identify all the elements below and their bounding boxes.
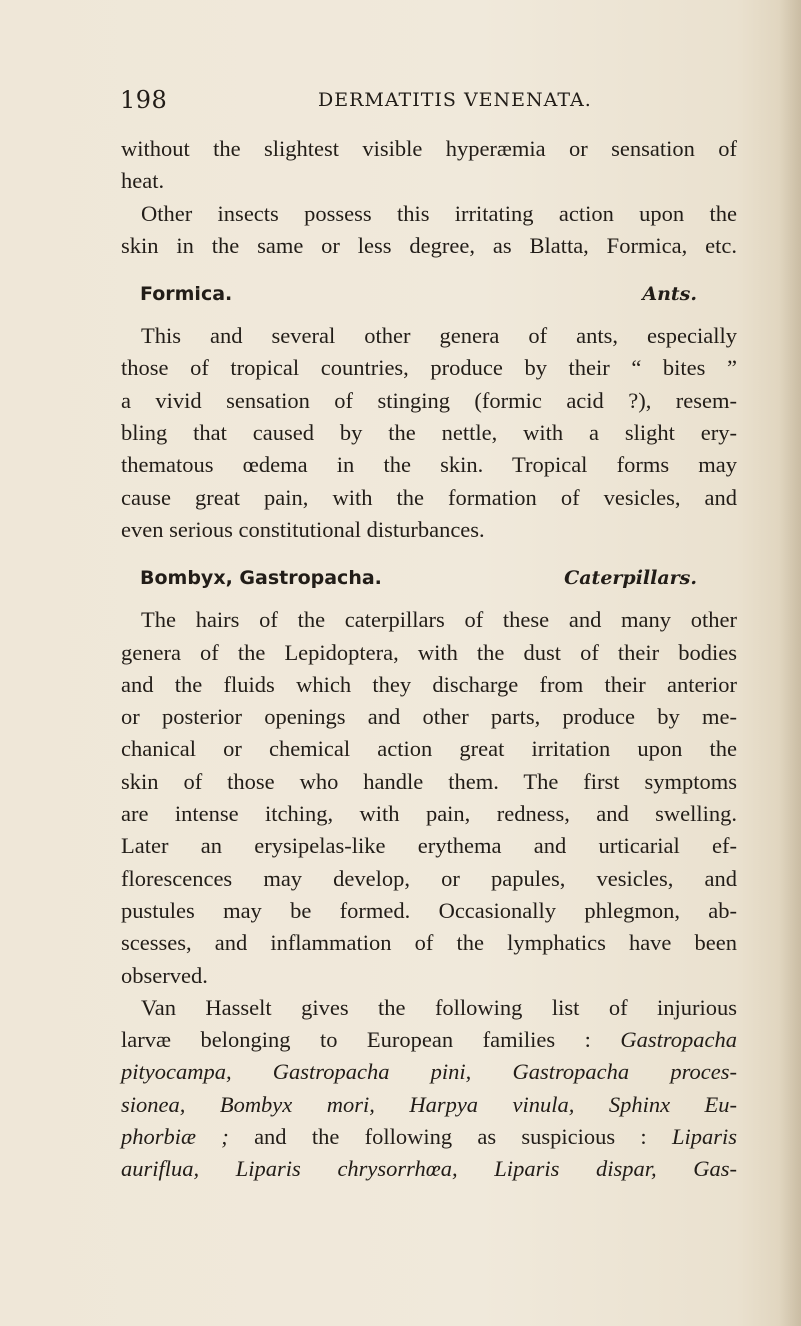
text-line: scesses, and inflammation of the lymphatics have been (121, 930, 737, 956)
text-line: chanical or chemical action great irritation upon the (121, 736, 737, 762)
heading-common-name: Caterpillars. (564, 567, 697, 590)
text-line: Van Hasselt gives the following list of injurious (141, 994, 737, 1020)
text-line: Later an erysipelas-like erythema and urticarial ef- (121, 833, 737, 859)
text-line: even serious constitutional disturbances. (121, 516, 485, 542)
text-line: observed. (121, 962, 208, 988)
body-text (121, 133, 737, 1186)
text-line (121, 1056, 737, 1088)
species-name: Liparis (671, 1124, 737, 1150)
section-heading-bombyx (121, 560, 737, 594)
text-line: and the fluids which they discharge from their anterior (121, 671, 737, 697)
text-run: and the following as suspicious : (228, 1124, 672, 1150)
text-line (121, 1121, 737, 1153)
species-name: auriflua, Liparis chrysorrhœa, Liparis dispar, Gas- (121, 1156, 737, 1182)
heading-common-name: Ants. (642, 283, 697, 306)
text-line: thematous œdema in the skin. Tropical forms may (121, 452, 737, 478)
text-line: pustules may be formed. Occasionally phlegmon, ab- (121, 897, 737, 923)
species-name: Gastropacha (620, 1027, 737, 1053)
text-line: skin in the same or less degree, as Blatta, Formica, etc. (121, 232, 737, 258)
text-line: florescences may develop, or papules, vesicles, and (121, 865, 737, 891)
text-line: Other insects possess this irritating action upon the (141, 200, 737, 226)
page-number: 198 (120, 86, 168, 114)
species-name: sionea, Bombyx mori, Harpya vinula, Sphinx Eu- (121, 1091, 737, 1117)
text-line: without the slightest visible hyperæmia or sensation of (121, 136, 737, 161)
text-line (121, 1089, 737, 1121)
page-header (120, 86, 721, 116)
text-line: are intense itching, with pain, redness, and swelling. (121, 801, 737, 827)
text-line (121, 1153, 737, 1185)
text-line: or posterior openings and other parts, produce by me- (121, 704, 737, 730)
species-name: pityocampa, Gastropacha pini, Gastropacha proces- (121, 1059, 737, 1085)
page-edge-shadow (779, 0, 801, 1326)
text-line: This and several other genera of ants, especially (141, 323, 737, 349)
heading-genus: Bombyx, Gastropacha. (140, 567, 382, 590)
text-line: bling that caused by the nettle, with a slight ery- (121, 420, 737, 446)
heading-genus: Formica. (140, 283, 233, 306)
text-run: larvæ belonging to European families : (121, 1027, 621, 1053)
text-line: those of tropical countries, produce by their “ bites ” (121, 355, 737, 381)
running-title: DERMATITIS VENENATA. (318, 89, 592, 111)
text-line: cause great pain, with the formation of vesicles, and (121, 484, 737, 510)
section-heading-formica (121, 276, 737, 310)
species-name: phorbiæ ; (121, 1124, 229, 1150)
text-line: genera of the Lepidoptera, with the dust of their bodies (121, 639, 737, 665)
text-line: skin of those who handle them. The first symptoms (121, 768, 737, 794)
text-line: The hairs of the caterpillars of these and many other (141, 607, 737, 633)
text-line (121, 1024, 737, 1056)
text-line: heat. (121, 168, 165, 194)
text-line: a vivid sensation of stinging (formic acid ?), resem- (121, 387, 737, 413)
